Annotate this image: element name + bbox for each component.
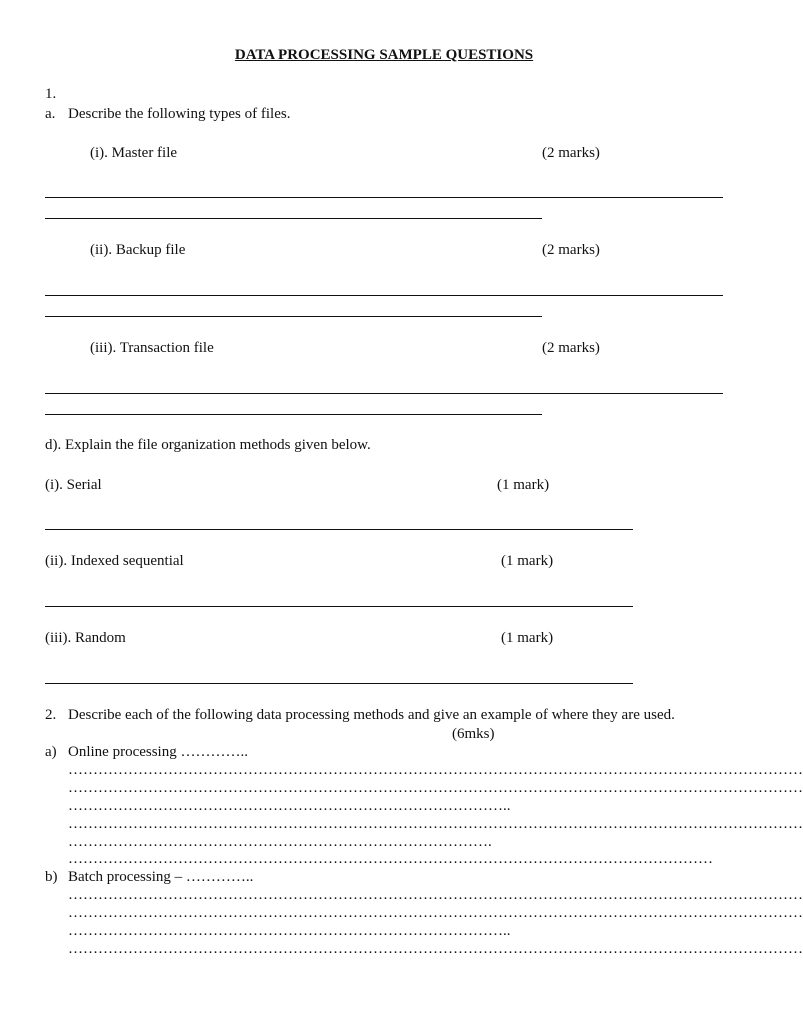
answer-line[interactable]	[45, 393, 723, 394]
dotted-answer-line[interactable]: ……………………………………………………………………………..	[68, 798, 511, 814]
answer-line[interactable]	[45, 606, 633, 607]
item-random-label: (iii). Random	[45, 630, 126, 646]
question-1a-text: Describe the following types of files.	[68, 106, 291, 122]
question-2b-text: Batch processing – …………..	[68, 869, 254, 885]
dotted-answer-line[interactable]: ……………………………………………………………………………..	[68, 923, 511, 939]
dotted-answer-line[interactable]: …………………………………………………………………………………………………………………	[68, 851, 713, 867]
dotted-answer-line[interactable]: …………………………………………………………………………………………………………………………………	[68, 887, 803, 903]
answer-line[interactable]	[45, 414, 542, 415]
question-2b-label: b)	[45, 869, 58, 885]
page-title: DATA PROCESSING SAMPLE QUESTIONS	[234, 47, 534, 63]
item-transaction-file-marks: (2 marks)	[542, 340, 600, 356]
item-master-file-label: (i). Master file	[90, 145, 178, 161]
question-2a-text: Online processing …………..	[68, 744, 248, 760]
item-serial-marks: (1 mark)	[497, 477, 550, 493]
answer-line[interactable]	[45, 316, 542, 317]
question-2-number: 2.	[45, 707, 57, 723]
answer-line[interactable]	[45, 295, 723, 296]
item-indexed-sequential-marks: (1 mark)	[501, 553, 554, 569]
item-backup-file-marks: (2 marks)	[542, 242, 600, 258]
answer-line[interactable]	[45, 683, 633, 684]
item-random-marks: (1 mark)	[501, 630, 554, 646]
dotted-answer-line[interactable]: …………………………………………………………………………………………………………………………………	[68, 762, 803, 778]
question-1-number: 1.	[45, 86, 57, 102]
item-indexed-sequential-label: (ii). Indexed sequential	[45, 553, 184, 569]
dotted-answer-line[interactable]: ………………………………………………………………………….	[68, 834, 492, 850]
dotted-answer-line[interactable]: …………………………………………………………………………………………………………………………………	[68, 941, 803, 957]
question-1a-label: a.	[45, 106, 56, 122]
item-master-file-marks: (2 marks)	[542, 145, 600, 161]
question-1d-text: d). Explain the file organization methods given below.	[45, 437, 371, 453]
question-2-marks: (6mks)	[452, 726, 495, 742]
item-backup-file-label: (ii). Backup file	[90, 242, 186, 258]
dotted-answer-line[interactable]: …………………………………………………………………………………………………………………………………	[68, 780, 803, 796]
question-2a-label: a)	[45, 744, 57, 760]
answer-line[interactable]	[45, 197, 723, 198]
dotted-answer-line[interactable]: …………………………………………………………………………………………………………………………………	[68, 816, 803, 832]
item-serial-label: (i). Serial	[45, 477, 102, 493]
question-2-text: Describe each of the following data processing methods and give an example of where they are used.	[68, 707, 675, 723]
item-transaction-file-label: (iii). Transaction file	[90, 340, 214, 356]
answer-line[interactable]	[45, 529, 633, 530]
answer-line[interactable]	[45, 218, 542, 219]
dotted-answer-line[interactable]: …………………………………………………………………………………………………………………………………	[68, 905, 803, 921]
